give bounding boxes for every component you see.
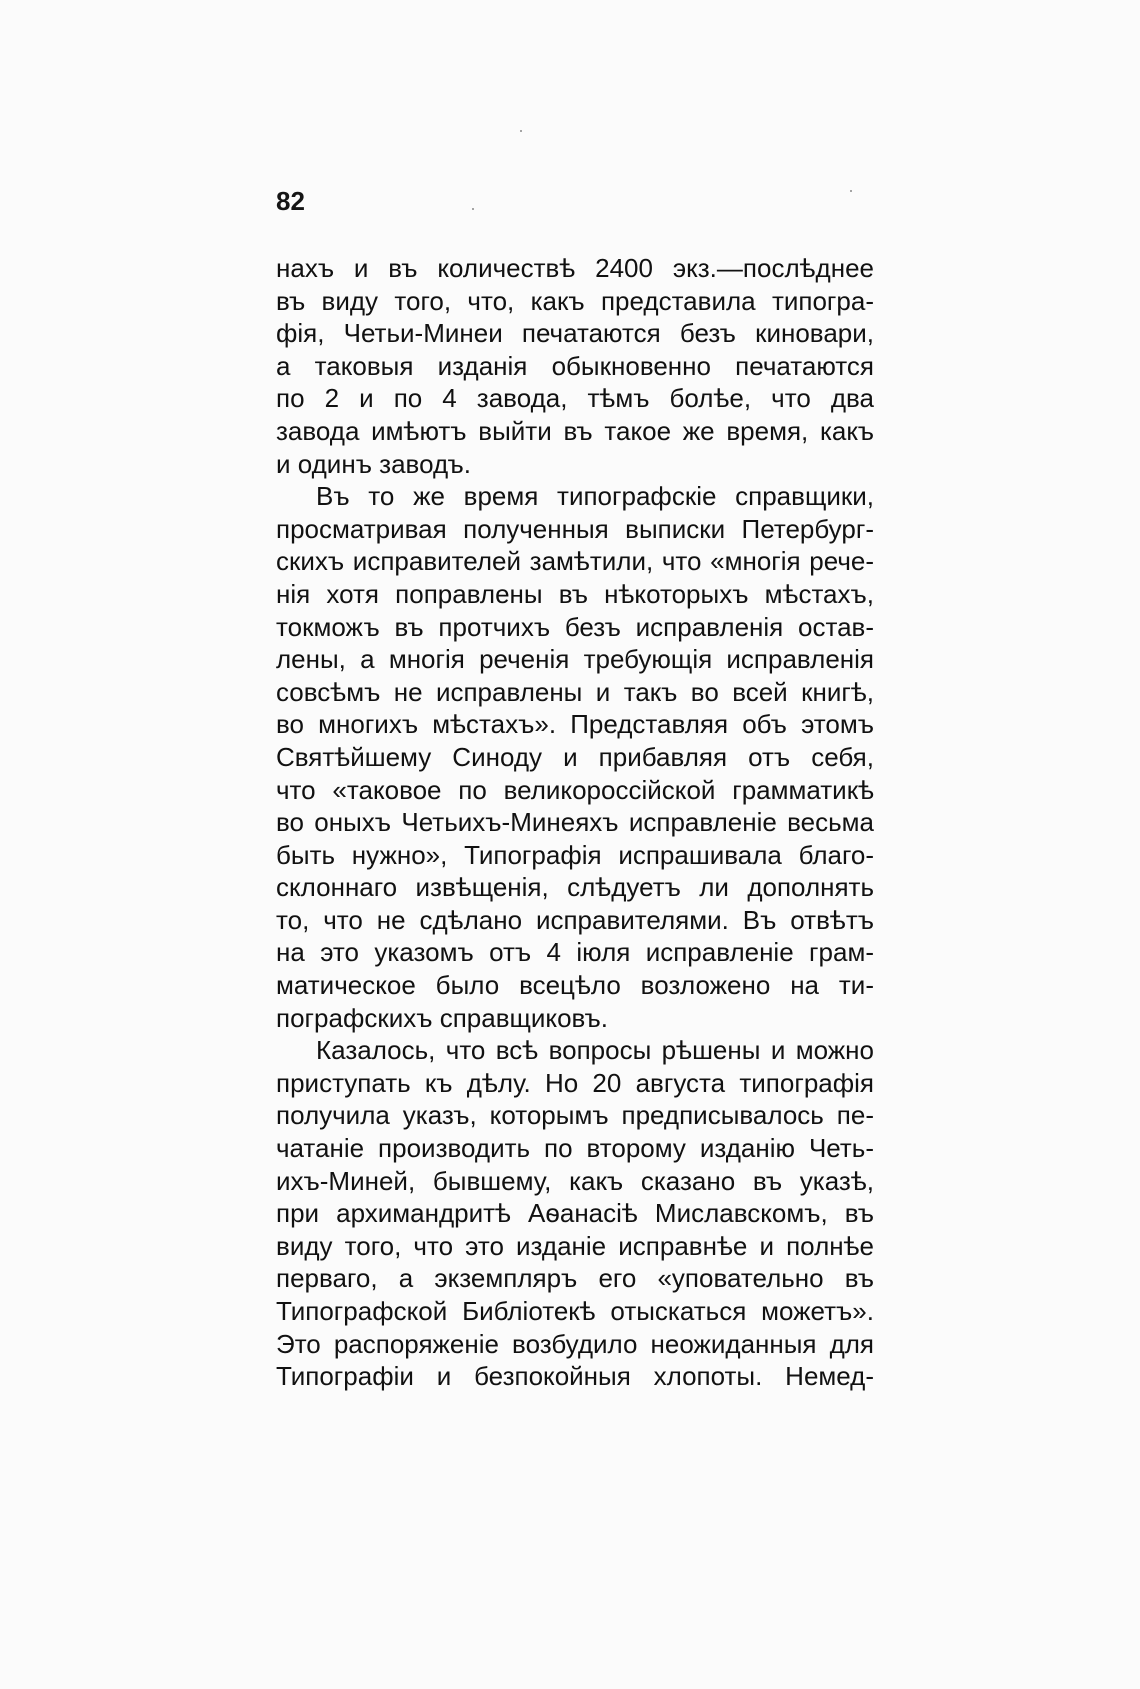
- text-line: то, что не сдѣлано исправителями. Въ отвѣтъ: [276, 904, 874, 935]
- text-line: Казалось, что всѣ вопросы рѣшены и можно: [316, 1035, 874, 1066]
- text-line: Это распоряженіе возбудило неожиданныя для: [276, 1328, 874, 1359]
- text-line: что «таковое по великороссійской грамматикѣ: [276, 774, 874, 805]
- text-line: Святѣйшему Синоду и прибавляя отъ себя,: [276, 741, 874, 772]
- text-line: нахъ и въ количествѣ 2400 экз.—послѣднее: [276, 253, 874, 283]
- text-line: приступать къ дѣлу. Но 20 августа типографія: [276, 1067, 874, 1098]
- text-line: завода имѣютъ выйти въ такое же время, какъ: [276, 415, 874, 446]
- text-line: ихъ-Миней, бывшему, какъ сказано въ указѣ,: [276, 1165, 874, 1196]
- text-line: скихъ исправителей замѣтили, что «многія рече-: [276, 546, 874, 577]
- text-line: Типографіи и безпокойныя хлопоты. Немед-: [276, 1361, 874, 1392]
- scan-speck: [520, 130, 522, 132]
- text-line: во многихъ мѣстахъ». Представляя объ этомъ: [276, 709, 874, 740]
- text-line: перваго, а экземпляръ его «уповательно въ: [276, 1263, 874, 1294]
- text-line: чатаніе производить по второму изданію Четь-: [276, 1133, 874, 1164]
- text-line: а таковыя изданія обыкновенно печатаются: [276, 350, 874, 381]
- text-line: токможъ въ протчихъ безъ исправленія остав-: [276, 611, 874, 642]
- text-line: и одинъ заводъ.: [276, 448, 472, 479]
- text-line: нія хотя поправлены въ нѣкоторыхъ мѣстахъ,: [276, 578, 874, 609]
- text-line: Типографской Библіотекѣ отыскаться можетъ».: [276, 1296, 874, 1326]
- text-line: матическое было всецѣло возложено на ти-: [276, 970, 874, 1001]
- text-line: при архимандритѣ Аѳанасіѣ Миславскомъ, въ: [276, 1198, 874, 1229]
- scan-speck: [472, 208, 474, 210]
- text-line: въ виду того, что, какъ представила типогра-: [276, 285, 874, 316]
- text-line: получила указъ, которымъ предписывалось пе-: [276, 1100, 874, 1131]
- page-number: 82: [276, 186, 305, 216]
- scan-speck: [850, 190, 852, 192]
- text-line: склоннаго извѣщенія, слѣдуетъ ли дополнять: [276, 872, 874, 903]
- text-line: лены, а многія реченія требующія исправленія: [276, 644, 874, 675]
- text-line: на это указомъ отъ 4 іюля исправленіе грам-: [276, 937, 874, 968]
- text-line: Въ то же время типографскіе справщики,: [316, 481, 874, 512]
- text-line: фія, Четьи-Минеи печатаются безъ киновари,: [276, 318, 874, 349]
- text-line: просматривая полученныя выписки Петербург-: [276, 513, 874, 544]
- body-text: [276, 252, 874, 1393]
- text-line: совсѣмъ не исправлены и такъ во всей книгѣ,: [276, 676, 874, 707]
- text-line: быть нужно», Типографія испрашивала благо-: [276, 839, 874, 870]
- text-line: по 2 и по 4 завода, тѣмъ болѣе, что два: [276, 383, 874, 414]
- text-line: во оныхъ Четьихъ-Минеяхъ исправленіе весьма: [276, 807, 874, 838]
- text-line: пографскихъ справщиковъ.: [276, 1002, 608, 1033]
- text-line: виду того, что это изданіе исправнѣе и полнѣе: [276, 1230, 874, 1261]
